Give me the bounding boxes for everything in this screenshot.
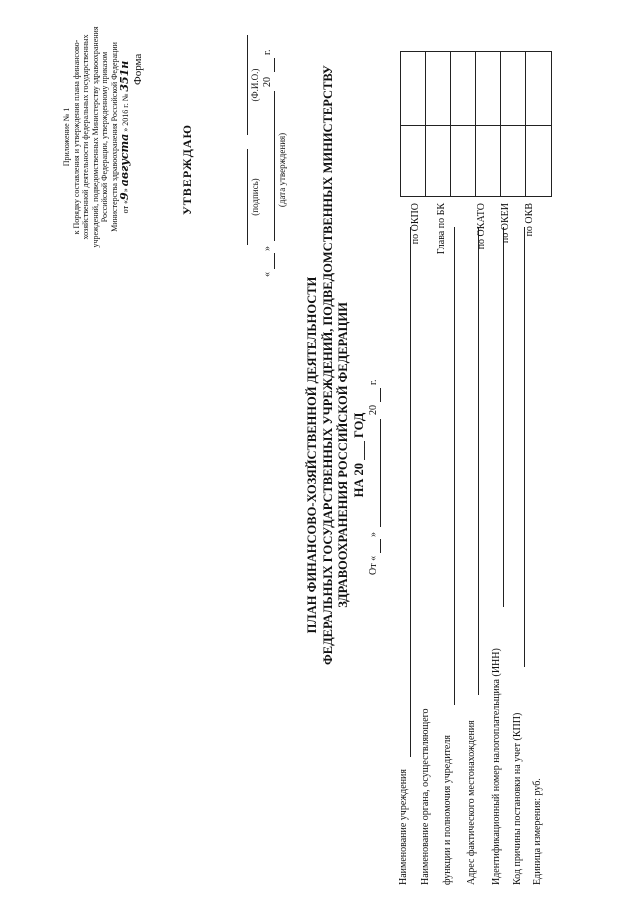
row-unit: Единица измерения: руб.	[532, 778, 543, 885]
appendix-line: Приложение № 1	[62, 107, 71, 167]
row-inn: Идентификационный номер налогоплательщика (ИНН)	[491, 648, 502, 885]
code-okpo-label: по ОКПО	[410, 203, 421, 245]
codes-table	[400, 51, 552, 197]
appendix-line: к Порядку составления и утверждения плана финансово-	[71, 39, 81, 235]
signature-caption: (подпись)	[250, 178, 260, 216]
codes-row	[426, 52, 451, 196]
codes-row	[526, 52, 555, 196]
plan-date-suffix: г.	[368, 379, 379, 385]
codes-row	[476, 52, 501, 196]
approval-date-caption: (дата утверждения)	[277, 132, 287, 208]
approval-month-line	[274, 91, 275, 241]
plan-day-line	[380, 539, 381, 553]
appendix-day: 9	[117, 192, 131, 200]
approval-date-close: »	[262, 246, 273, 251]
row-address: Адрес фактического местонахождения	[466, 720, 477, 885]
approval-year-suffix: г.	[262, 49, 273, 55]
code-bk-label: Глава по БК	[436, 203, 447, 255]
approval-year-line	[274, 58, 275, 72]
approval-heading: УТВЕРЖДАЮ	[180, 123, 194, 215]
appendix-year-order: » 2016 г. №	[120, 93, 130, 132]
plan-date-middle: »	[368, 532, 379, 537]
fill-line	[478, 227, 479, 695]
appendix-block	[62, 19, 130, 255]
approval-day-line	[274, 253, 275, 269]
plan-month-line	[380, 419, 381, 527]
codes-divider	[401, 125, 551, 126]
signature-line	[247, 149, 248, 245]
codes-row	[451, 52, 476, 196]
appendix-order-number: 351н	[117, 60, 131, 92]
row-institution-name: Наименование учреждения	[398, 768, 409, 885]
fill-line	[524, 227, 525, 667]
plan-date-prefix: От «	[368, 555, 379, 575]
title-line: ЗДРАВООХРАНЕНИЯ РОССИЙСКОЙ ФЕДЕРАЦИИ	[336, 302, 350, 608]
codes-row	[401, 52, 426, 196]
fill-line	[410, 227, 411, 757]
row-founder-organ-cont: функции и полномочия учредителя	[442, 735, 453, 885]
title-line: ПЛАН ФИНАНСОВО-ХОЗЯЙСТВЕННОЙ ДЕЯТЕЛЬНОСТИ	[305, 276, 319, 634]
appendix-month: августа	[117, 133, 131, 187]
appendix-line: Министерства здравоохранения Российской Федерации	[109, 42, 119, 232]
title-line: ФЕДЕРАЛЬНЫХ ГОСУДАРСТВЕННЫХ УЧРЕЖДЕНИЙ, ПОДВЕДОМСТВЕННЫХ МИНИСТЕРСТВУ	[320, 65, 335, 665]
fio-caption: (Ф.И.О.)	[250, 68, 260, 102]
appendix-line: учреждений, подведомственных Министерству здравоохранения	[90, 26, 100, 248]
row-founder-organ: Наименование органа, осуществляющего	[420, 708, 431, 885]
codes-row	[501, 52, 526, 196]
plan-date-year: 20	[368, 405, 379, 415]
plan-year-line	[380, 388, 381, 402]
approval-date-open: «	[262, 272, 273, 277]
approval-year-prefix: 20	[262, 77, 273, 87]
code-okv-label: по ОКВ	[524, 203, 535, 237]
title-line: НА 20 ___ ГОД	[351, 412, 366, 498]
appendix-date-prefix: от «	[120, 199, 130, 214]
document-title	[305, 65, 367, 665]
fio-line	[247, 35, 248, 135]
code-okato-label: по ОКАТО	[476, 203, 487, 250]
code-okei-label: по ОКЕИ	[500, 203, 511, 244]
appendix-line: Российской Федерации, утвержденному приказом	[100, 51, 110, 223]
appendix-order-line: от «9» августа » 2016 г. № 351н	[117, 60, 131, 214]
fill-line	[454, 227, 455, 705]
appendix-line: хозяйственной деятельности федеральных государственных	[81, 34, 91, 240]
row-kpp: Код причины постановки на учет (КПП)	[512, 712, 523, 885]
form-label: Форма	[132, 53, 144, 85]
